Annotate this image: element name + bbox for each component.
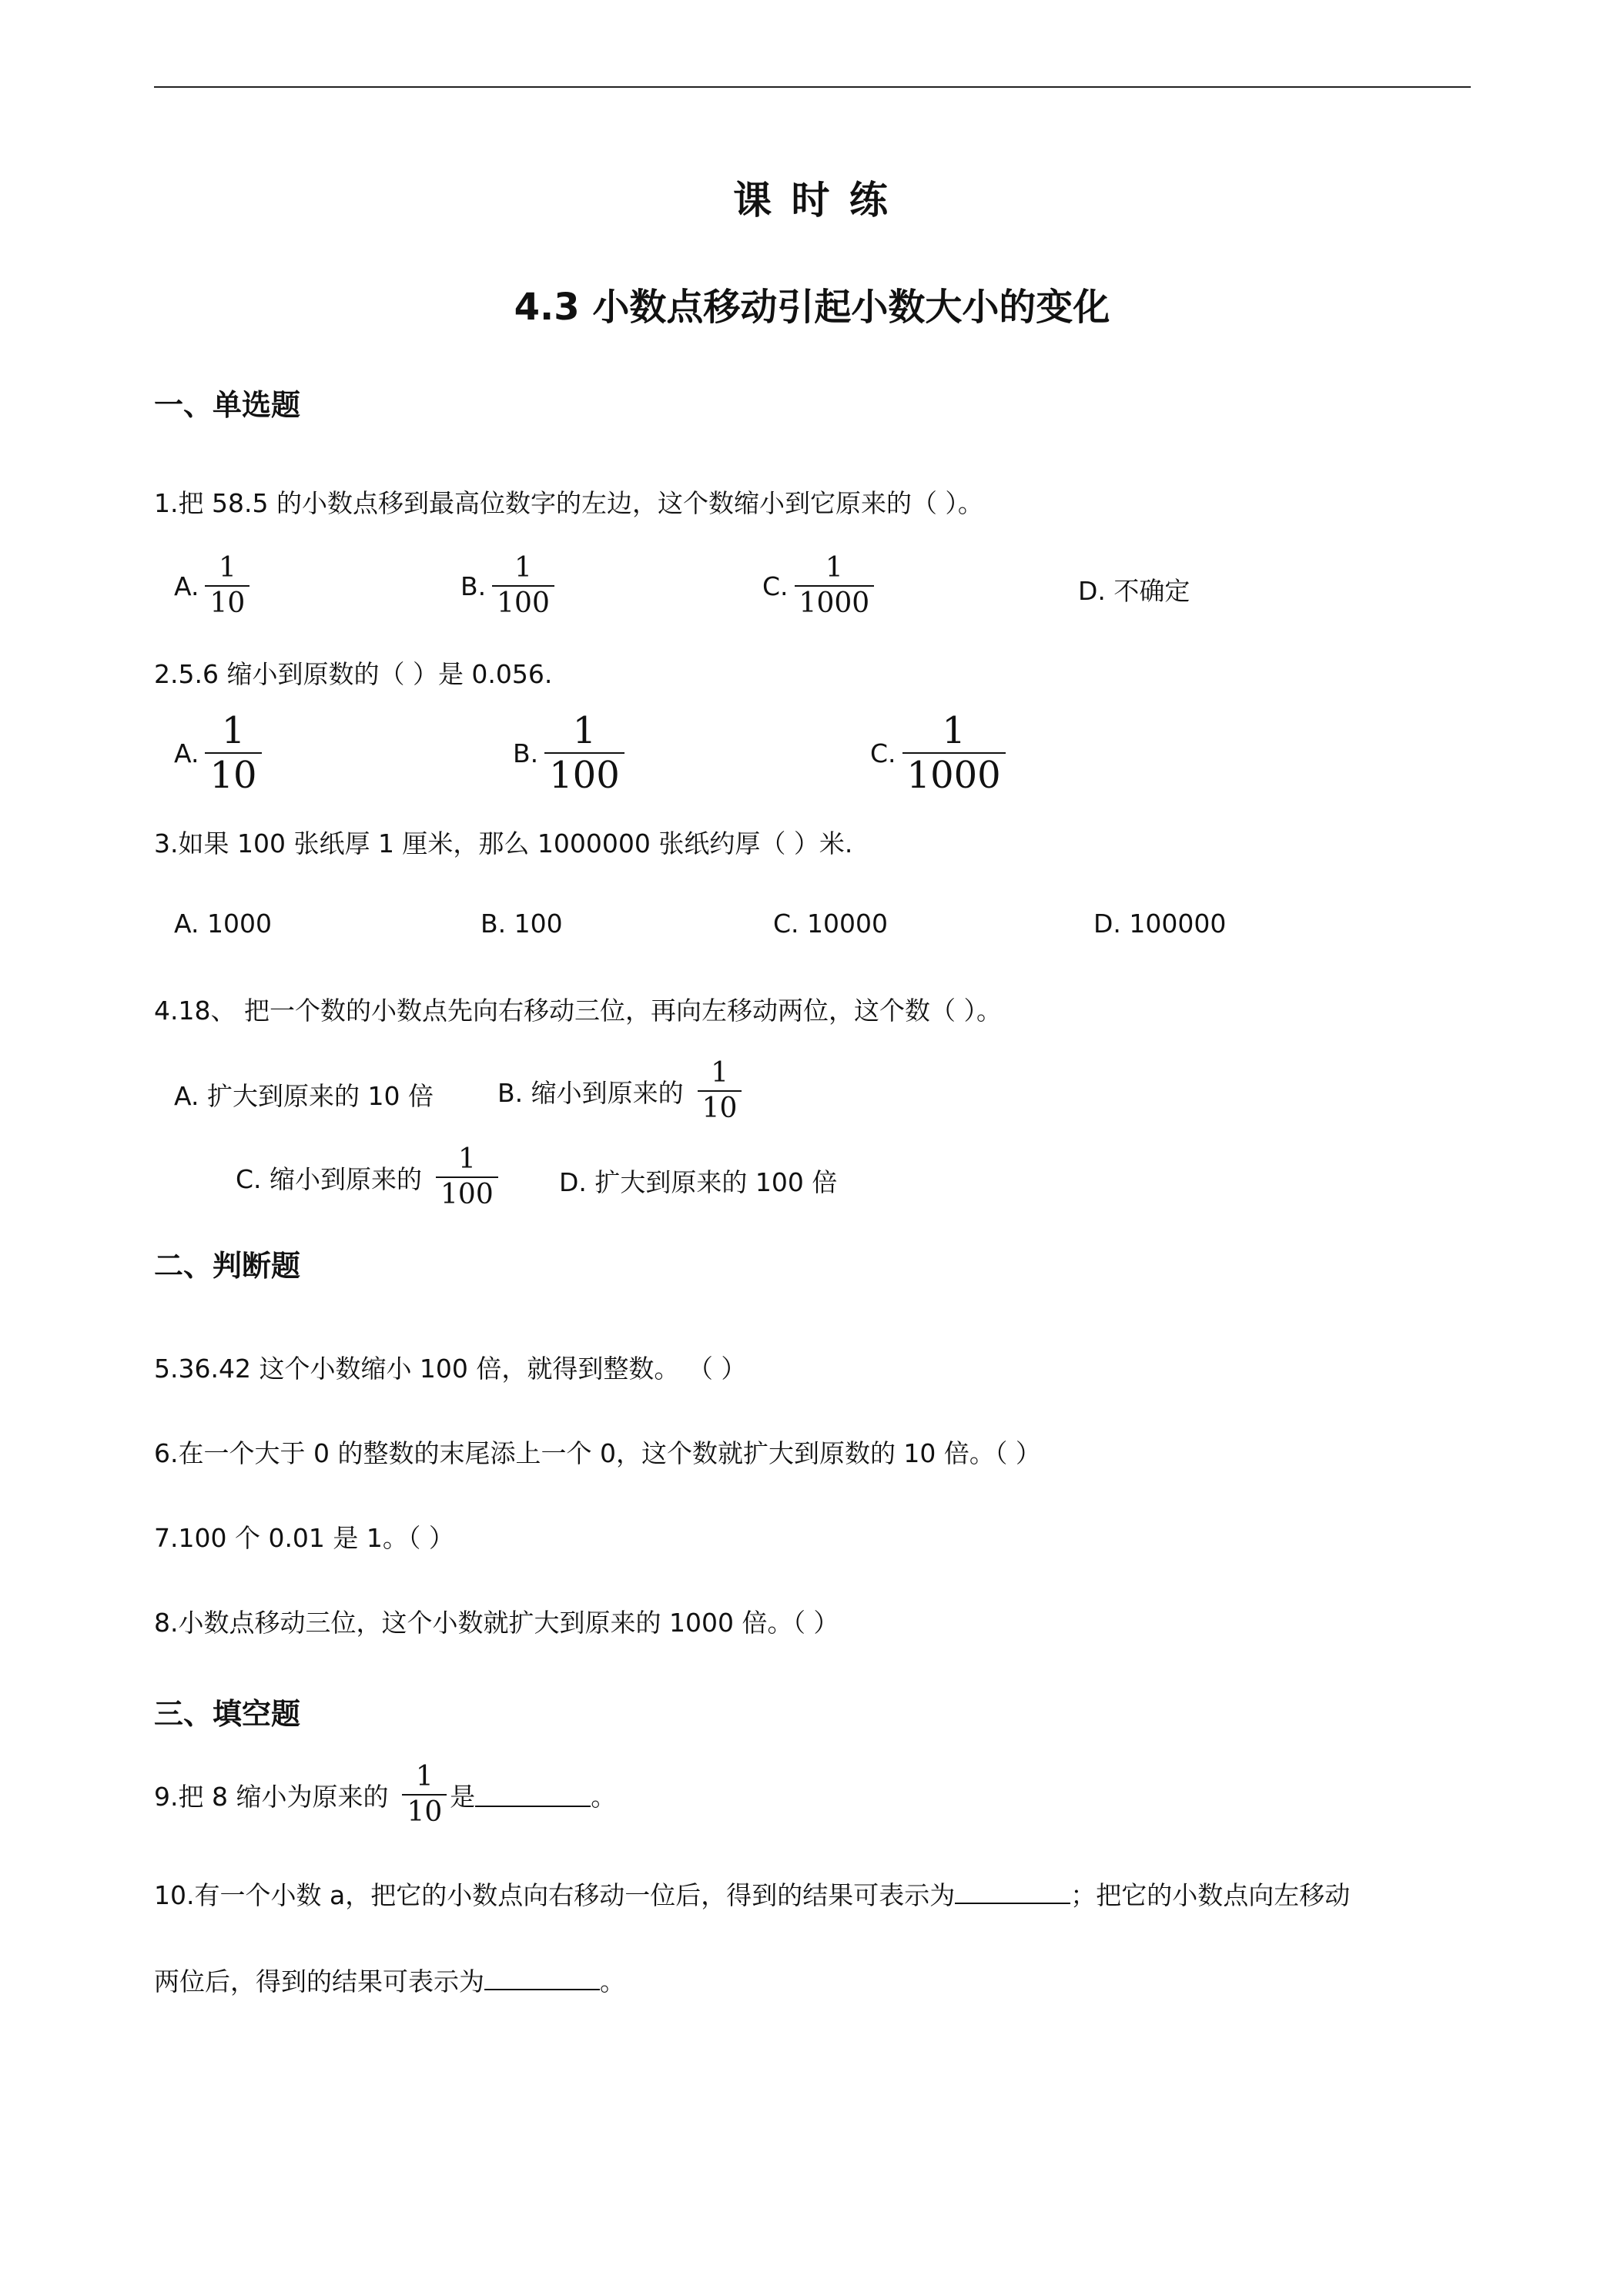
- q1-option-c[interactable]: [762, 554, 874, 618]
- frac-numerator: 1: [825, 552, 843, 584]
- question-10-text-c: 两位后，得到的结果可表示为: [154, 1966, 484, 1996]
- question-9-fraction: [402, 1763, 447, 1826]
- question-7-text: 7.100 个 0.01 是 1。（ ）: [154, 1523, 454, 1553]
- question-8-text: 8.小数点移动三位，这个小数就扩大到原来的 1000 倍。（ ）: [154, 1608, 839, 1638]
- q4-option-a-label: A. 扩大到原来的 10 倍: [174, 1081, 434, 1111]
- question-9-end: 。: [591, 1781, 617, 1812]
- q4-option-d-label: D. 扩大到原来的 100 倍: [559, 1167, 838, 1197]
- question-10-text-d: 。: [600, 1966, 625, 1996]
- frac-numerator: 1: [942, 709, 966, 752]
- section-heading-single-choice: 一、单选题: [154, 388, 301, 422]
- q2-option-c-fraction: [902, 709, 1006, 797]
- q3-option-a[interactable]: [174, 909, 272, 939]
- q2-option-a-label: A.: [174, 738, 199, 768]
- q1-option-a[interactable]: [174, 554, 249, 618]
- q1-option-c-fraction: [795, 554, 875, 618]
- question-4-text: 4.18、 把一个数的小数点先向右移动三位，再向左移动两位，这个数（ ）。: [154, 996, 1002, 1026]
- frac-numerator: 1: [218, 552, 236, 584]
- q4-option-c-fraction: [436, 1143, 498, 1210]
- q2-option-b-fraction: [544, 709, 624, 797]
- q2-option-b-label: B.: [513, 738, 539, 768]
- q4-option-c[interactable]: [236, 1143, 498, 1210]
- q4-option-b-label: B. 缩小到原来的: [497, 1077, 684, 1108]
- frac-denominator: 10: [205, 752, 261, 794]
- q3-option-d[interactable]: [1093, 909, 1226, 939]
- q2-option-a[interactable]: [174, 709, 262, 797]
- q3-option-b[interactable]: [481, 909, 563, 939]
- q4-option-c-label: C. 缩小到原来的: [236, 1163, 423, 1194]
- question-9-answer-blank[interactable]: [475, 1782, 591, 1807]
- frac-numerator: 1: [415, 1761, 434, 1792]
- q4-option-b[interactable]: [497, 1059, 742, 1123]
- frac-denominator: 100: [436, 1176, 498, 1209]
- frac-denominator: 10: [698, 1090, 742, 1123]
- q3-option-a-label: A. 1000: [174, 909, 272, 939]
- q4-option-b-fraction: [698, 1059, 742, 1123]
- question-10-answer-blank-1[interactable]: [955, 1879, 1070, 1904]
- question-3-text: 3.如果 100 张纸厚 1 厘米，那么 1000000 张纸约厚（ ）米.: [154, 828, 853, 858]
- q2-option-b[interactable]: [513, 709, 624, 797]
- question-10-text-a: 10.有一个小数 a，把它的小数点向右移动一位后，得到的结果可表示为: [154, 1880, 956, 1910]
- question-9: [154, 1763, 616, 1826]
- frac-numerator: 1: [514, 552, 532, 584]
- q1-option-b-fraction: [492, 554, 554, 618]
- question-9-prefix: 9.把 8 缩小为原来的: [154, 1781, 389, 1812]
- q1-option-c-label: C.: [762, 571, 789, 601]
- question-9-mid: 是: [450, 1781, 476, 1812]
- q3-option-d-label: D. 100000: [1093, 909, 1227, 939]
- q2-option-c-label: C.: [870, 738, 896, 768]
- section-heading-true-false: 二、判断题: [154, 1249, 301, 1283]
- q1-option-d-label: D. 不确定: [1078, 576, 1190, 606]
- frac-numerator: 1: [221, 709, 246, 752]
- frac-numerator: 1: [457, 1143, 476, 1175]
- q2-option-a-fraction: [205, 709, 261, 797]
- question-5-text: 5.36.42 这个小数缩小 100 倍，就得到整数。 （ ）: [154, 1354, 747, 1384]
- page-subtitle: 4.3 小数点移动引起小数大小的变化: [514, 286, 1110, 329]
- section-heading-fill-blank: 三、填空题: [154, 1697, 301, 1731]
- q1-option-a-fraction: [205, 554, 249, 618]
- question-1-text: 1.把 58.5 的小数点移到最高位数字的左边，这个数缩小到它原来的（ ）。: [154, 488, 983, 518]
- frac-denominator: 100: [544, 752, 624, 794]
- q3-option-c-label: C. 10000: [773, 909, 888, 939]
- question-10-answer-blank-2[interactable]: [484, 1966, 600, 1990]
- q4-option-d[interactable]: [559, 1163, 837, 1199]
- frac-denominator: 100: [492, 585, 554, 618]
- header-rule: [154, 86, 1471, 88]
- q4-option-a[interactable]: [174, 1076, 434, 1113]
- q1-option-d[interactable]: [1078, 571, 1190, 607]
- question-10-line-2: [154, 1962, 625, 1998]
- q1-option-b-label: B.: [460, 571, 487, 601]
- frac-numerator: 1: [572, 709, 597, 752]
- q3-option-c[interactable]: [773, 909, 888, 939]
- q2-option-c[interactable]: [870, 709, 1006, 797]
- question-10-text-b: ；把它的小数点向左移动: [1070, 1880, 1351, 1910]
- frac-denominator: 1000: [902, 752, 1006, 794]
- frac-denominator: 10: [205, 585, 249, 618]
- frac-denominator: 10: [402, 1794, 447, 1826]
- q1-option-b[interactable]: [460, 554, 554, 618]
- question-2-text: 2.5.6 缩小到原数的（ ）是 0.056.: [154, 659, 553, 689]
- q1-option-a-label: A.: [174, 571, 199, 601]
- page-title: 课 时 练: [733, 178, 891, 223]
- frac-numerator: 1: [711, 1057, 728, 1089]
- frac-denominator: 1000: [795, 585, 875, 618]
- question-6-text: 6.在一个大于 0 的整数的末尾添上一个 0，这个数就扩大到原数的 10 倍。（ ）: [154, 1438, 1041, 1468]
- question-10-line-1: [154, 1876, 1350, 1912]
- q3-option-b-label: B. 100: [481, 909, 563, 939]
